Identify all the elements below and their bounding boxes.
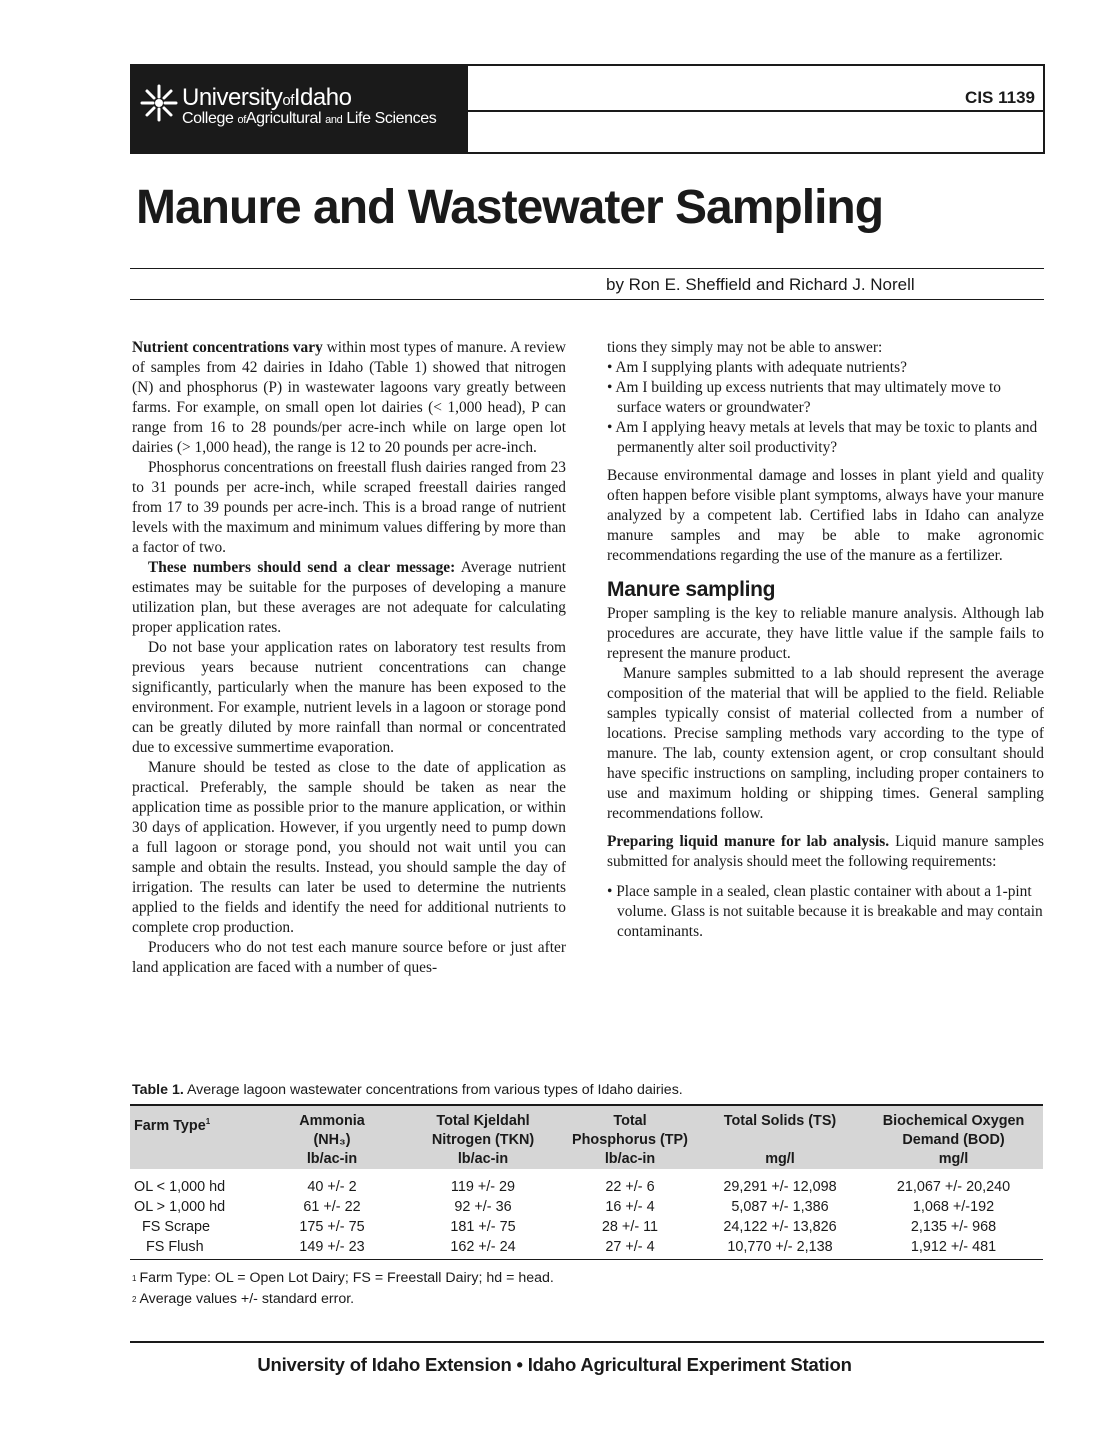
paragraph bbox=[607, 832, 1044, 872]
lead-in: Nutrient concentrations vary bbox=[132, 339, 323, 356]
publication-id: CIS 1139 bbox=[965, 88, 1035, 107]
university-name: UniversityofIdaho bbox=[182, 84, 352, 111]
paragraph: Phosphorus concentrations on freestall flush dairies ranged from 23 to 31 pounds per acre-inch, while scraped freestall dairies ranged from 17 to 39 pounds per acre-inch. This is a broad range of nutrient levels with the maximum and minimum values differing by more than a factor of two. bbox=[132, 459, 566, 556]
table-cell: 40 +/- 2 bbox=[307, 1179, 357, 1195]
table-cell: 1,912 +/- 481 bbox=[864, 1237, 1043, 1260]
table-cell: 29,291 +/- 12,098 bbox=[723, 1179, 837, 1195]
paragraph bbox=[132, 558, 566, 638]
table-cell: OL > 1,000 hd bbox=[134, 1199, 226, 1215]
paragraph-text: within most types of manure. A review of samples from 42 dairies in Idaho (Table 1) showed that nitrogen (N) and phosphorus (P) in wastewater lagoons vary greatly between farms. For example, on small open lot dairies (< 1,000 head), P can range from 16 to 28 pounds/per acre-inch while on large open lot dairies (> 1,000 head), the range is 12 to 20 pounds per acre-inch. bbox=[132, 339, 566, 456]
table-cell: OL < 1,000 hd bbox=[134, 1179, 226, 1195]
table-cell: 10,770 +/- 2,138 bbox=[696, 1237, 864, 1260]
table-cell: 2,135 +/- 968 bbox=[910, 1219, 997, 1235]
footer-rule bbox=[130, 1341, 1044, 1343]
university-seal-icon bbox=[138, 82, 180, 124]
table-cell: 27 +/- 4 bbox=[564, 1237, 696, 1260]
bullet-item: • Am I supplying plants with adequate nutrients? bbox=[607, 359, 907, 376]
table-cell: 28 +/- 11 bbox=[601, 1219, 659, 1235]
paragraph: Manure should be tested as close to the date of application as practical. Preferably, the sample should be taken as near the application time as possible prior to the manure application, or within 30 days of application. However, if you urgently need to pump down a full lagoon or storage pond, you should not wait until you can sample and obtain the results. Instead, you should sample the day of irrigation. The results can later be used to determine the nutrients applied to the fields and identify the need for additional nutrients to complete crop production. bbox=[132, 759, 566, 936]
paragraph bbox=[132, 338, 566, 458]
table-cell: 22 +/- 6 bbox=[605, 1179, 655, 1195]
paragraph: Do not base your application rates on laboratory test results from previous years because nutrient concentrations can change significantly, particularly when the manure has been exposed to the environment. For example, nutrient levels in a lagoon or storage pond can be greatly diluted by more rainfall than normal or concentrated due to excessive summertime evaporation. bbox=[132, 639, 566, 756]
paragraph: Manure samples submitted to a lab should represent the average composition of the material that will be applied to the field. Reliable samples typically consist of material collected from a number of locations. Precise sampling methods vary according to the type of manure. The lab, county extension agent, or crop consultant should have specific instructions on sampling, including proper containers to use and maximum holding or shipping times. General sampling recommendations follow. bbox=[607, 665, 1044, 822]
column-header: Biochemical Oxygen Demand (BOD) mg/l bbox=[882, 1113, 1025, 1167]
byline: by Ron E. Sheffield and Richard J. Norell bbox=[606, 275, 915, 294]
table-cell: 149 +/- 23 bbox=[262, 1237, 402, 1260]
column-header: Farm Type$^1$ bbox=[134, 1117, 211, 1134]
paragraph-text: Average nutrient estimates may be suitable for the purposes of developing a manure utilization plan, but these averages are not adequate for calculating proper application rates. bbox=[132, 559, 566, 636]
footnote: $^2$ Average values +/- standard error. bbox=[132, 1291, 355, 1307]
paragraph: Because environmental damage and losses in plant yield and quality often happen before visible plant symptoms, always have your manure analyzed by a competent lab. Certified labs in Idaho can analyze manure samples and may be able to make agronomic recommendations regarding the use of the manure as a fertilizer. bbox=[607, 467, 1044, 564]
document-title: Manure and Wastewater Sampling bbox=[136, 181, 884, 234]
table-cell: 24,122 +/- 13,826 bbox=[723, 1219, 837, 1235]
footer: University of Idaho Extension • Idaho Agricultural Experiment Station bbox=[257, 1354, 852, 1375]
table-row bbox=[130, 1237, 1043, 1260]
table-cell: 175 +/- 75 bbox=[299, 1219, 365, 1235]
table-row bbox=[130, 1197, 1043, 1217]
column-header: Ammonia (NH₃) lb/ac-in bbox=[299, 1113, 365, 1167]
caption-text: Average lagoon wastewater concentrations from various types of Idaho dairies. bbox=[183, 1082, 683, 1098]
paragraph: Proper sampling is the key to reliable manure analysis. Although lab procedures are accurate, they have little value if the sample fails to represent the manure product. bbox=[607, 605, 1044, 662]
bullet-item: • Place sample in a sealed, clean plastic container with about a 1-pint volume. Glass is not suitable because it is breakable and may contain contaminants. bbox=[607, 883, 1043, 940]
table-header-row bbox=[130, 1105, 1043, 1169]
column-header: Total Kjeldahl Nitrogen (TKN) lb/ac-in bbox=[431, 1113, 535, 1167]
table-cell: FS Flush bbox=[130, 1237, 262, 1260]
table-cell: 162 +/- 24 bbox=[402, 1237, 564, 1260]
left-column bbox=[132, 338, 566, 978]
lead-in: These numbers should send a clear message: bbox=[148, 559, 456, 576]
table-cell: 181 +/- 75 bbox=[450, 1219, 516, 1235]
paragraph: tions they simply may not be able to answer: bbox=[607, 339, 883, 356]
paragraph-text: Liquid manure samples submitted for analysis should meet the following requirements: bbox=[607, 833, 1044, 870]
header-divider bbox=[468, 110, 1043, 112]
byline-rule bbox=[130, 299, 1044, 300]
table-cell: FS Scrape bbox=[142, 1219, 210, 1235]
footnote: $^1$ Farm Type: OL = Open Lot Dairy; FS = Freestall Dairy; hd = head. bbox=[132, 1270, 554, 1286]
table-cell: 1,068 +/-192 bbox=[912, 1199, 995, 1215]
table-cell: 92 +/- 36 bbox=[454, 1199, 512, 1215]
table-row bbox=[130, 1169, 1043, 1197]
table-label: Table 1. bbox=[132, 1082, 184, 1098]
table-caption bbox=[132, 1082, 683, 1098]
right-column bbox=[607, 338, 1044, 942]
bullet-item: • Am I applying heavy metals at levels that may be toxic to plants and permanently alter soil productivity? bbox=[607, 419, 1038, 456]
column-header: Total Phosphorus (TP) lb/ac-in bbox=[572, 1113, 688, 1167]
college-name: College ofAgricultural and Life Sciences bbox=[182, 110, 437, 127]
title-rule bbox=[130, 268, 1044, 269]
section-heading: Manure sampling bbox=[607, 578, 776, 601]
university-logo bbox=[132, 66, 468, 152]
masthead bbox=[130, 64, 1045, 154]
table-cell: 21,067 +/- 20,240 bbox=[896, 1179, 1011, 1195]
data-table bbox=[130, 1104, 1043, 1260]
table-cell: 61 +/- 22 bbox=[303, 1199, 361, 1215]
table-cell: 16 +/- 4 bbox=[605, 1199, 655, 1215]
column-header: Total Solids (TS) mg/l bbox=[723, 1113, 837, 1167]
table-row bbox=[130, 1217, 1043, 1237]
bullet-item: • Am I building up excess nutrients that may ultimately move to surface waters or groundwater? bbox=[607, 379, 1001, 416]
table-cell: 119 +/- 29 bbox=[450, 1179, 516, 1195]
table-cell: 5,087 +/- 1,386 bbox=[731, 1199, 829, 1215]
lead-in: Preparing liquid manure for lab analysis. bbox=[607, 833, 890, 850]
paragraph: Producers who do not test each manure source before or just after land application are faced with a number of ques- bbox=[132, 939, 566, 976]
table-footnotes bbox=[132, 1268, 554, 1310]
